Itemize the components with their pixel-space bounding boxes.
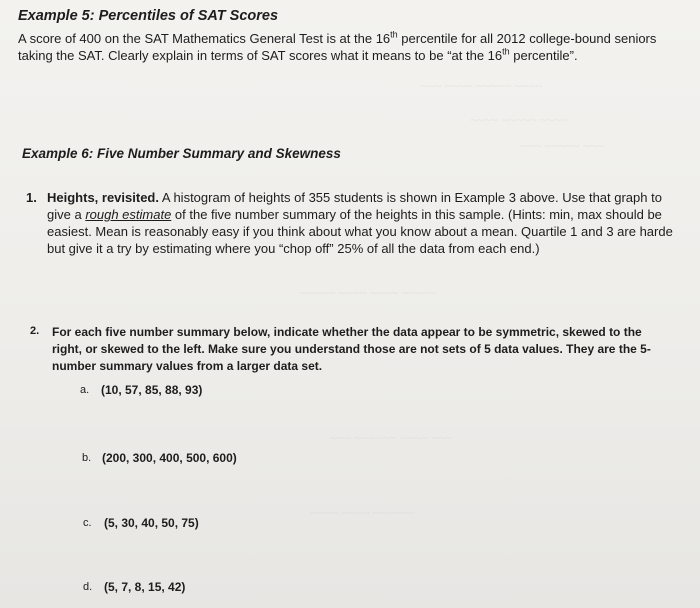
q2-item-b: (200, 300, 400, 500, 600) — [102, 451, 237, 465]
bleed-through: ~~~~ ~~~~ ~~~~~~ — [310, 505, 415, 520]
q1-line-3: easiest. Mean is reasonably easy if you think about what you know about a mean. Quartile 1 and 3 are harde — [47, 224, 673, 239]
bleed-through: ~~~ ~~~~ ~~~~~ ~~~~ — [420, 78, 543, 93]
bleed-through: ~~~~ ~~~~~ ~~~~ — [470, 112, 568, 127]
example5-line1-pre: A score of 400 on the SAT Mathematics General Test is at the 16 — [18, 31, 391, 46]
q2-item-b-letter: b. — [82, 452, 92, 464]
q2-line-1: For each five number summary below, indicate whether the data appear to be symmetric, skewed to the — [52, 325, 642, 339]
q1-lead: Heights, revisited. — [47, 190, 159, 205]
q2-line-3: number summary values from a larger data set. — [52, 359, 323, 373]
example5-line1-sup: th — [390, 29, 398, 40]
q2-item-a-letter: a. — [80, 384, 90, 396]
example5-line1-post: percentile for all 2012 college-bound seniors — [397, 31, 657, 46]
q1-line-2 — [47, 207, 662, 223]
q1-line-1 — [47, 190, 662, 206]
example5-line2-pre: taking the SAT. Clearly explain in terms of SAT scores what it means to be “at the 16 — [18, 48, 503, 63]
q2-item-c: (5, 30, 40, 50, 75) — [104, 516, 199, 530]
example5-line2-post: percentile”. — [509, 48, 578, 63]
q1-line2-post: of the five number summary of the heights in this sample. (Hints: min, max should be — [171, 207, 662, 222]
example6-title: Example 6: Five Number Summary and Skewness — [22, 146, 341, 161]
q1-number: 1. — [26, 190, 37, 205]
q2-item-a: (10, 57, 85, 88, 93) — [101, 383, 203, 397]
example5-line2-sup: th — [502, 46, 510, 57]
q1-line-4: but give it a try by estimating where you “chop off” 25% of all the data from each end.) — [47, 241, 540, 256]
bleed-through: ~~~ ~~~~~ ~~~ — [520, 138, 604, 153]
q1-line2-pre: give a — [47, 207, 86, 222]
bleed-through: ~~~ ~~~~~~ ~~~~ ~~~ — [330, 430, 453, 445]
q2-number: 2. — [30, 325, 40, 337]
q1-line1-rest: A histogram of heights of 355 students is shown in Example 3 above. Use that graph to — [158, 190, 662, 205]
example5-line-1 — [18, 31, 656, 47]
q1-rough-estimate: rough estimate — [85, 207, 172, 222]
example5-line-2 — [18, 48, 578, 64]
q2-item-c-letter: c. — [83, 517, 92, 529]
q2-line-2: right, or skewed to the left. Make sure you understand those are not sets of 5 data values. They are the 5- — [52, 342, 651, 356]
example5-title: Example 5: Percentiles of SAT Scores — [18, 8, 279, 24]
bleed-through: ~~~~~ ~~~~ ~~~~ ~~~~~ — [300, 285, 437, 300]
q2-item-d-letter: d. — [83, 581, 93, 593]
q2-item-d: (5, 7, 8, 15, 42) — [104, 580, 186, 594]
